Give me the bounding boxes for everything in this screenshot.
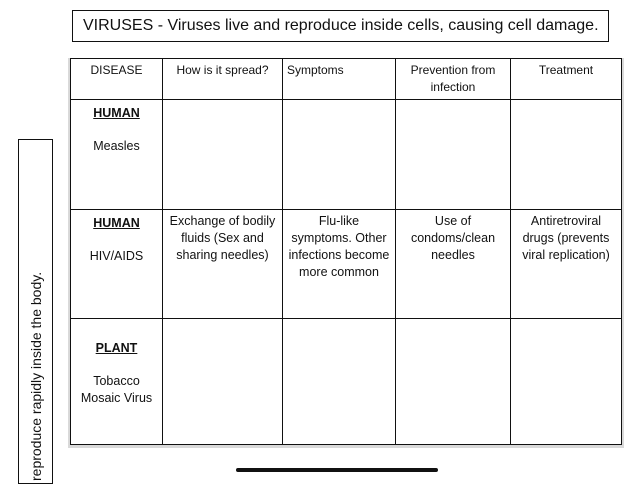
spread-cell	[163, 100, 283, 210]
header-spread: How is it spread?	[163, 59, 283, 100]
table-header-row	[71, 59, 622, 100]
disease-cell	[71, 100, 163, 210]
spread-cell	[163, 319, 283, 445]
header-treatment: Treatment	[511, 59, 622, 100]
page-title: VIRUSES - Viruses live and reproduce inside cells, causing cell damage.	[72, 10, 609, 42]
header-prevention: Prevention from infection	[396, 59, 511, 100]
home-indicator-bar[interactable]	[236, 468, 438, 472]
symptoms-cell	[283, 100, 396, 210]
disease-name: Measles	[93, 139, 140, 153]
table-row	[71, 210, 622, 319]
table-row	[71, 319, 622, 445]
treatment-cell	[511, 100, 622, 210]
disease-name: Tobacco Mosaic Virus	[80, 374, 153, 405]
disease-cell	[71, 210, 163, 319]
virus-table	[70, 58, 622, 445]
side-note-box	[18, 139, 53, 484]
disease-cell	[71, 319, 163, 445]
prevention-cell	[396, 319, 511, 445]
symptoms-cell: Flu-like symptoms. Other infections become more common	[283, 210, 396, 319]
spread-cell: Exchange of bodily fluids (Sex and sharing needles)	[163, 210, 283, 319]
header-symptoms: Symptoms	[283, 59, 396, 100]
symptoms-cell	[283, 319, 396, 445]
side-note-text: reproduce rapidly inside the body.	[28, 271, 44, 481]
treatment-cell	[511, 319, 622, 445]
disease-name: HIV/AIDS	[89, 249, 144, 263]
disease-kind: HUMAN	[93, 216, 140, 230]
disease-kind: PLANT	[95, 341, 138, 355]
table-row	[71, 100, 622, 210]
prevention-cell: Use of condoms/clean needles	[396, 210, 511, 319]
treatment-cell: Antiretroviral drugs (prevents viral replication)	[511, 210, 622, 319]
header-disease: DISEASE	[71, 59, 163, 100]
prevention-cell	[396, 100, 511, 210]
disease-kind: HUMAN	[93, 106, 140, 120]
